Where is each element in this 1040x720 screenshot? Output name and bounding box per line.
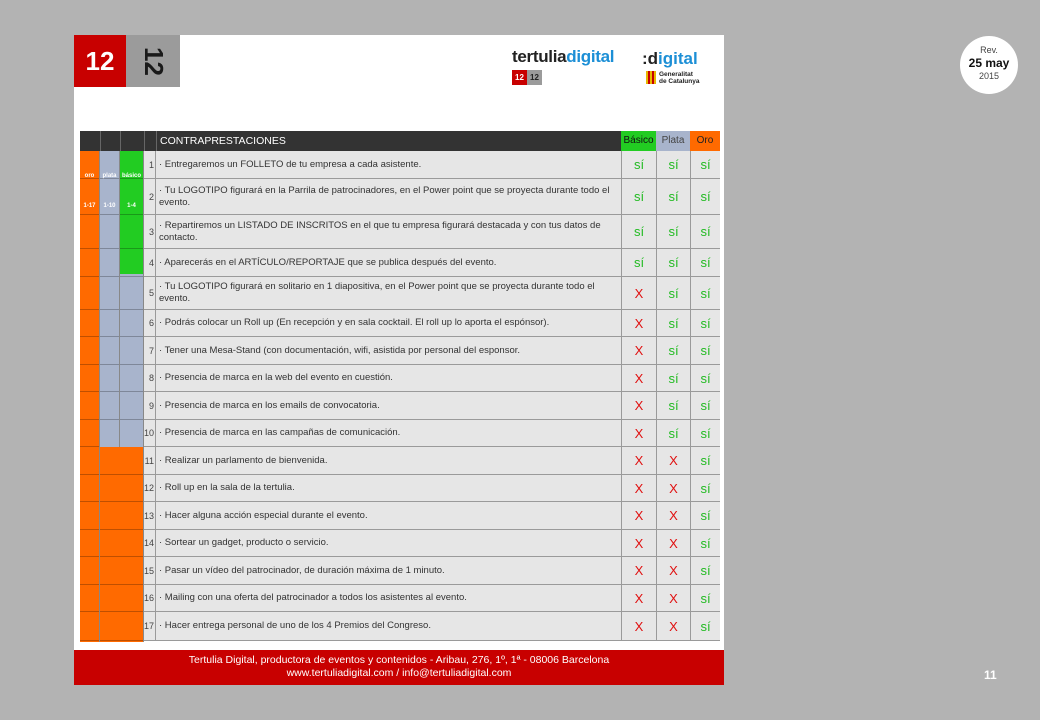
tier-row-divider: [100, 276, 119, 277]
cell-basico: X: [621, 447, 656, 474]
revision-year: 2015: [978, 71, 1000, 81]
row-number: 11: [144, 447, 156, 474]
tier-row-divider: [80, 611, 99, 612]
row-text: · Tener una Mesa-Stand (con documentación, wifi, asistida por personal del esponsor.: [159, 344, 521, 356]
cell-plata: X: [656, 502, 690, 529]
row-text: · Tu LOGOTIPO figurará en solitario en 1 diapositiva, en el Power point que se proyecta durante todo el evento.: [159, 281, 595, 304]
brand-mini-grey: 12: [527, 70, 542, 85]
row-text: · Aparecerás en el ARTÍCULO/REPORTAJE que se publica después del evento.: [159, 256, 497, 268]
tier-row-divider: [80, 529, 99, 530]
row-text: · Hacer entrega personal de uno de los 4 Premios del Congreso.: [159, 620, 431, 631]
tier-row-divider: [80, 640, 99, 641]
logo-12-grey: [126, 35, 180, 87]
cell-basico: sí: [621, 215, 656, 248]
cell-oro: sí: [690, 447, 720, 474]
cell-basico: X: [621, 365, 656, 391]
table-row: [144, 447, 720, 475]
header-divider: [120, 131, 121, 151]
table-row: [144, 310, 720, 337]
table-row: [144, 215, 720, 249]
cell-basico: X: [621, 420, 656, 446]
tier-row-divider: [120, 419, 143, 420]
row-number: 15: [144, 557, 156, 584]
cell-oro: sí: [690, 420, 720, 446]
row-number: 7: [144, 337, 156, 364]
tier-bar-plata: [100, 151, 120, 447]
cell-basico: X: [621, 337, 656, 364]
tier-basico-range: 1-4: [127, 203, 136, 209]
row-text: · Presencia de marca en la web del evento en cuestión.: [159, 372, 393, 383]
row-text: · Presencia de marca en los emails de convocatoria.: [159, 399, 380, 411]
footer-address: Tertulia Digital, productora de eventos y contenidos - Aribau, 276, 1º, 1ª - 08006 Barcelona: [188, 654, 610, 666]
table-row: [144, 612, 720, 641]
tier-row-divider: [80, 419, 99, 420]
table-row: [144, 249, 720, 277]
table-header: [80, 131, 720, 151]
row-text: · Repartiremos un LISTADO DE INSCRITOS en el que tu empresa figurará destacada y con tus datos de contacto.: [159, 219, 601, 243]
tier-plata-label: plata: [102, 173, 117, 179]
row-number: 2: [144, 179, 156, 214]
tier-oro-label: oro: [84, 173, 95, 179]
cell-oro: sí: [690, 557, 720, 584]
brand-name-part1: tertulia: [512, 47, 567, 66]
cell-plata: sí: [656, 310, 690, 336]
idigital-part2: igital: [658, 49, 698, 68]
table-row: [144, 557, 720, 585]
logo-12-red: [74, 35, 126, 87]
tier-row-divider: [120, 309, 143, 310]
column-header-plata: Plata: [656, 131, 690, 151]
logo-12-red-text: 12: [85, 45, 115, 76]
cell-basico: sí: [621, 179, 656, 214]
row-number: 13: [144, 502, 156, 529]
table-row: [144, 585, 720, 612]
row-text: · Realizar un parlamento de bienvenida.: [159, 454, 328, 466]
row-number: 14: [144, 530, 156, 556]
header-divider: [100, 131, 101, 151]
tertuliadigital-logo: [512, 47, 632, 85]
row-number: 12: [144, 475, 156, 501]
row-number: 5: [144, 277, 156, 309]
column-header-oro: Oro: [690, 131, 720, 151]
tier-row-divider: [80, 336, 99, 337]
tier-row-divider: [80, 178, 99, 179]
table-row: [144, 530, 720, 557]
row-number: 6: [144, 310, 156, 336]
tier-row-divider: [100, 391, 119, 392]
tier-row-divider: [100, 214, 119, 215]
cell-oro: sí: [690, 310, 720, 336]
cell-plata: sí: [656, 337, 690, 364]
row-number: 16: [144, 585, 156, 611]
cell-plata: X: [656, 475, 690, 501]
cell-oro: sí: [690, 530, 720, 556]
row-number: 17: [144, 612, 156, 640]
cell-oro: sí: [690, 337, 720, 364]
row-text: · Presencia de marca en las campañas de comunicación.: [159, 427, 401, 438]
tier-row-divider: [80, 446, 99, 447]
table-row: [144, 475, 720, 502]
tier-row-divider: [100, 248, 119, 249]
row-number: 4: [144, 249, 156, 276]
row-text: · Hacer alguna acción especial durante el evento.: [159, 509, 368, 521]
table-row: [144, 365, 720, 392]
generalitat-line2: de Catalunya: [659, 78, 700, 85]
tier-bar-oro-extension: [100, 447, 144, 642]
table-title: CONTRAPRESTACIONES: [160, 135, 286, 147]
idigital-part1: :d: [642, 49, 659, 68]
tier-basico-label: básico: [121, 173, 141, 179]
tier-row-divider: [100, 501, 143, 502]
slide-page: [74, 35, 724, 685]
tier-row-divider: [80, 474, 99, 475]
tier-row-divider: [80, 584, 99, 585]
tier-row-divider: [80, 248, 99, 249]
cell-plata: sí: [656, 151, 690, 178]
tier-row-divider: [100, 419, 119, 420]
logo-12-grey-text: 12: [138, 46, 169, 76]
generalitat-line1: Generalitat: [659, 71, 693, 78]
tier-row-divider: [100, 364, 119, 365]
brand-mini-red: 12: [512, 70, 527, 85]
tier-row-divider: [100, 474, 143, 475]
tier-row-divider: [100, 584, 143, 585]
cell-plata: X: [656, 447, 690, 474]
header-divider: [144, 131, 145, 151]
tier-row-divider: [80, 501, 99, 502]
tier-row-divider: [100, 640, 143, 641]
tier-row-divider: [100, 529, 143, 530]
row-number: 10: [144, 420, 156, 446]
cell-oro: sí: [690, 365, 720, 391]
cell-basico: sí: [621, 151, 656, 178]
tier-row-divider: [120, 276, 143, 277]
row-number: 9: [144, 392, 156, 419]
tier-oro-range: 1-17: [83, 203, 96, 209]
cell-oro: sí: [690, 502, 720, 529]
cell-basico: sí: [621, 249, 656, 276]
header-divider: [156, 131, 157, 151]
table-row: [144, 151, 720, 179]
footer-bar: [74, 650, 724, 685]
tier-row-divider: [120, 178, 143, 179]
cell-plata: sí: [656, 249, 690, 276]
cell-plata: sí: [656, 179, 690, 214]
cell-plata: X: [656, 530, 690, 556]
cell-basico: X: [621, 585, 656, 611]
table-row: [144, 420, 720, 447]
tier-bar-basico: [120, 151, 144, 274]
brand-name-part2: digital: [566, 47, 615, 66]
table-row: [144, 179, 720, 215]
tier-bar-oro: [80, 151, 100, 642]
generalitat-text: [659, 71, 699, 85]
cell-basico: X: [621, 310, 656, 336]
generalitat-logo: [646, 71, 699, 85]
cell-oro: sí: [690, 151, 720, 178]
tier-row-divider: [100, 611, 143, 612]
cell-plata: sí: [656, 215, 690, 248]
table-row: [144, 502, 720, 530]
tier-row-divider: [80, 214, 99, 215]
tier-row-divider: [100, 178, 119, 179]
cell-basico: X: [621, 557, 656, 584]
cell-plata: sí: [656, 420, 690, 446]
tier-row-divider: [120, 364, 143, 365]
tier-row-divider: [120, 391, 143, 392]
catalan-flag-icon: [646, 71, 656, 84]
row-text: · Tu LOGOTIPO figurará en la Parrila de patrocinadores, en el Power point que se proyecta durante todo el evento.: [159, 184, 610, 208]
cell-oro: sí: [690, 585, 720, 611]
table-row: [144, 337, 720, 365]
tier-row-divider: [120, 336, 143, 337]
tier-row-divider: [100, 336, 119, 337]
row-number: 3: [144, 215, 156, 248]
cell-plata: X: [656, 612, 690, 640]
row-number: 8: [144, 365, 156, 391]
tier-plata-range: 1-10: [103, 203, 116, 209]
cell-oro: sí: [690, 475, 720, 501]
row-text: · Roll up en la sala de la tertulia.: [159, 482, 295, 493]
cell-plata: sí: [656, 365, 690, 391]
tier-row-divider: [120, 214, 143, 215]
row-text: · Mailing con una oferta del patrocinador a todos los asistentes al evento.: [159, 592, 467, 603]
row-text: · Entregaremos un FOLLETO de tu empresa a cada asistente.: [159, 158, 422, 170]
cell-basico: X: [621, 475, 656, 501]
table-row: [144, 392, 720, 420]
cell-oro: sí: [690, 612, 720, 640]
brand-mini-logo: [512, 70, 632, 85]
idigital-logo: [642, 49, 698, 69]
tier-row-divider: [100, 309, 119, 310]
cell-oro: sí: [690, 215, 720, 248]
row-text: · Pasar un vídeo del patrocinador, de duración máxima de 1 minuto.: [159, 564, 445, 576]
cell-basico: X: [621, 530, 656, 556]
tier-bar-plata-extension: [120, 274, 144, 447]
cell-oro: sí: [690, 179, 720, 214]
cell-basico: X: [621, 277, 656, 309]
tier-row-divider: [80, 556, 99, 557]
cell-oro: sí: [690, 277, 720, 309]
tier-row-divider: [120, 248, 143, 249]
tier-row-divider: [80, 276, 99, 277]
cell-basico: X: [621, 392, 656, 419]
revision-date: 25 may: [968, 56, 1010, 70]
revision-label: Rev.: [980, 45, 998, 55]
page-number: 11: [984, 668, 997, 682]
tier-row-divider: [80, 391, 99, 392]
footer-contact: www.tertuliadigital.com / info@tertuliadigital.com: [286, 667, 512, 679]
cell-plata: X: [656, 557, 690, 584]
tier-row-divider: [80, 309, 99, 310]
cell-oro: sí: [690, 249, 720, 276]
row-text: · Podrás colocar un Roll up (En recepción y en sala cocktail. El roll up lo aporta el espónsor).: [159, 317, 550, 328]
row-text: · Sortear un gadget, producto o servicio.: [159, 537, 329, 548]
column-header-basico: Básico: [621, 131, 656, 151]
revision-badge: [960, 36, 1018, 94]
cell-plata: sí: [656, 277, 690, 309]
table-row: [144, 277, 720, 310]
cell-plata: X: [656, 585, 690, 611]
brand-name: [512, 47, 632, 67]
cell-oro: sí: [690, 392, 720, 419]
tier-row-divider: [100, 556, 143, 557]
cell-plata: sí: [656, 392, 690, 419]
tier-row-divider: [80, 364, 99, 365]
row-number: 1: [144, 151, 156, 178]
cell-basico: X: [621, 502, 656, 529]
cell-basico: X: [621, 612, 656, 640]
